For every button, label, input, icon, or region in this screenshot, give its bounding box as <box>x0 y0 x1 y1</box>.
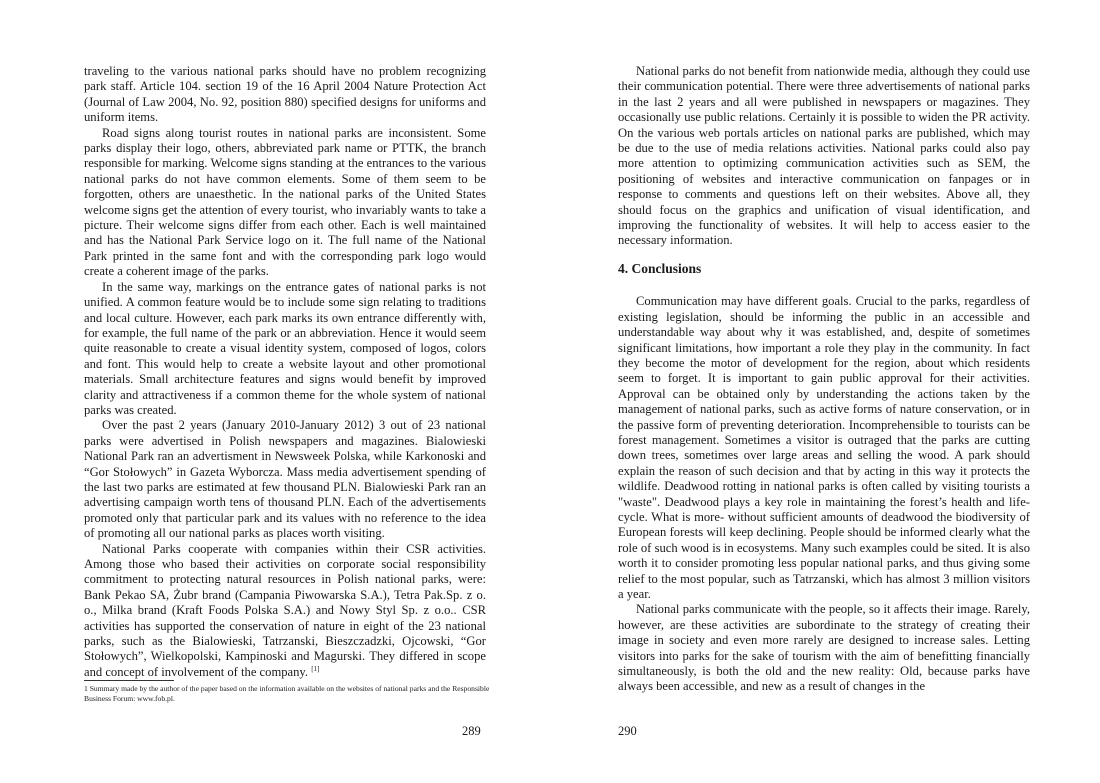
paragraph-text: National Parks cooperate with companies within their CSR activities. Among those who based their activities on corporate social responsibility commitment to protecting natural resources in Polish national parks, were: Bank Pekao SA, Żubr brand (Campania Piwowarska S.A.), Tetra Pak.Sp. z o. o., Milka brand (Kraft Foods Polska S.A.) and Nowy Styl Sp. z o.o.. CSR activities has supported the conservation of nature in eight of the 23 national parks, such as the Bialowieski, Tatrzanski, Bieszczadzki, Ojcowski, “Gor Stołowych”, Wielkopolski, Kampinoski and Magurski. They differed in scope and concept of involvement of the company. <box>84 541 486 679</box>
paragraph: Communication may have different goals. Crucial to the parks, regardless of existing legislation, should be informing the public in an accessible and understandable way about why it was established, and, despite of sometimes significant limitations, how important a role they play in the community. In fact they become the motor of development for the region, about which residents seem to forget. It is important to gain public approval for their activities. Approval can be obtained only by understanding the actions taken by the management of national parks, such as active forms of nature conservation, or in the passive form of preventing deterioration. Incomprehensible to tourists can be forest management. Sometimes a visitor is outraged that the parks are cutting down trees, sometimes over large areas and selling the wood. A park should explain the reason of such decision and that by acting in this way it protects the wildlife. Deadwood rotting in national parks is often called by visiting tourists a "waste". Deadwood plays a key role in maintaining the forest’s health and life-cycle. What is more- without sufficient amounts of deadwood the biodiversity of European forests will keep declining. People should be informed clearly what the role of such wood is in ecosystems. Many such examples could be sited. It is also worth it to consider promoting less popular national parks, and thus giving some relief to the most popular, such as Tatrzanski, which has almost 3 million visitors a year. <box>618 294 1030 601</box>
left-text-column <box>84 64 486 680</box>
paragraph: In the same way, markings on the entrance gates of national parks is not unified. A common feature would be to include some sign relating to traditions and local culture. However, each park marks its own entrance differently with, for example, the full name of the park or an abbreviation. Hence it would seem quite reasonable to create a visual identity system, composed of logos, colors and font. This would help to create a website layout and other promotional materials. Small architecture features and signs would benefit by improved clarity and attractiveness if a common theme for the whole system of national parks was created. <box>84 279 486 417</box>
footnote-divider <box>84 680 174 681</box>
paragraph: Road signs along tourist routes in national parks are inconsistent. Some parks display their logo, others, abbreviated park name or PTTK, the branch responsible for marking. Welcome signs standing at the entrances to the various national parks do not have common elements. Some of them seem to be forgotten, others are unaesthetic. In the national parks of the United States welcome signs get the attention of every tourist, who invariably wants to take a picture. Their welcome signs differ from each other. Each is well maintained and has the National Park Service logo on it. The full name of the National Park printed in the same font and with the corresponding park logo would create a coherent image of the parks. <box>84 125 486 279</box>
paragraph-with-footnote <box>84 542 486 681</box>
right-page <box>550 0 1100 783</box>
footnote-reference[interactable]: [1] <box>311 664 320 673</box>
paragraph: National parks do not benefit from nationwide media, although they could use their communication potential. There were three advertisements of national parks in the last 2 years and all were published in newspapers or magazines. They occasionally use public relations. Certainly it is possible to widen the PR activity. On the various web portals articles on national parks are published, which may be due to the use of media relations activities. National parks could also pay more attention to optimizing communication activities such as SEM, the positioning of websites and interactive communication on fanpages or in response to comments and questions left on their websites. Above all, they should focus on the graphics and unification of visual identification, and improving the functionality of websites. It will help to access easier to the necessary information. <box>618 64 1030 248</box>
paragraph: traveling to the various national parks should have no problem recognizing park staff. Article 104. section 19 of the 16 April 2004 Nature Protection Act (Journal of Law 2004, No. 92, position 880) specified designs for uniforms and uniform items. <box>84 64 486 125</box>
page-number-right: 290 <box>618 724 637 738</box>
section-heading: 4. Conclusions <box>618 260 702 276</box>
right-text-column <box>618 64 1030 695</box>
page-number-left: 289 <box>462 724 481 738</box>
footnote: 1 Summary made by the author of the paper based on the information available on the websites of national parks and the Responsible Business Forum: www.fob.pl. <box>84 684 490 703</box>
paragraph: National parks communicate with the people, so it affects their image. Rarely, however, are these activities are subordinate to the strategy of creating their image in society and even more rarely are designed to increase sales. Letting visitors into parks for the sake of tourism with the aim of benefitting financially simultaneously, is both the old and the new reality: Old, because parks have always been accessible, and new as a result of changes in the <box>618 602 1030 694</box>
paragraph: Over the past 2 years (January 2010-January 2012) 3 out of 23 national parks were advertised in Polish newspapers and magazines. Bialowieski National Park ran an advertisment in Newsweek Polska, while Karkonoski and “Gor Stołowych” in Gazeta Wyborcza. Mass media advertisement spending of the last two parks are estimated at few thousand PLN. Bialowieski Park ran an advertising campaign worth tens of thousand PLN. Each of the advertisements promoted only that particular park and its values with no reference to the idea of promoting all our national parks as places worth visiting. <box>84 418 486 541</box>
